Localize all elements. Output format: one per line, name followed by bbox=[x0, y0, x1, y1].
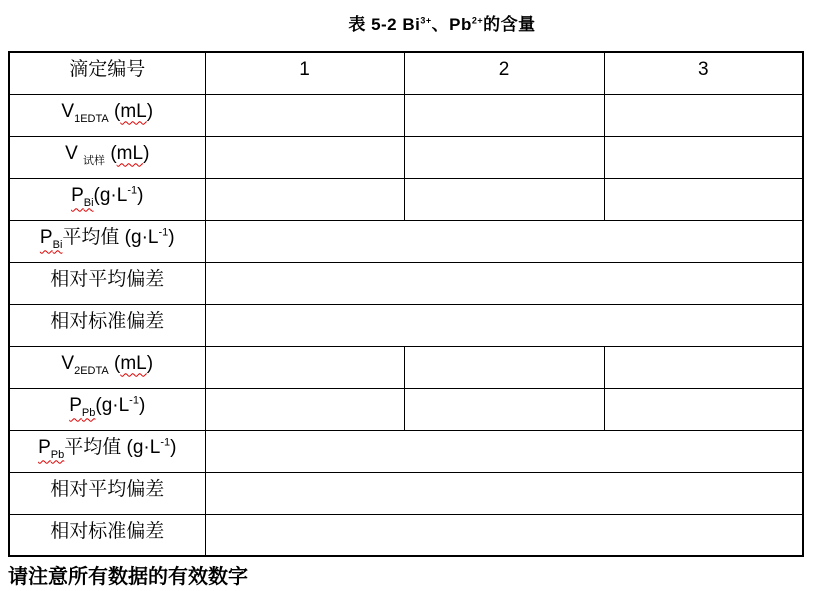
row-label-rel-std-dev-bi: 相对标准偏差 bbox=[9, 304, 205, 346]
content-table bbox=[8, 51, 804, 557]
input-cell-p-pb-mean[interactable] bbox=[205, 430, 803, 472]
table-row-p-pb bbox=[9, 388, 803, 430]
table-row-p-bi bbox=[9, 178, 803, 220]
spellcheck-underline: $P_{Bi}$ bbox=[71, 184, 94, 209]
input-cell-v2-edta-2[interactable] bbox=[404, 346, 604, 388]
row-label-rel-avg-dev-bi: 相对平均偏差 bbox=[9, 262, 205, 304]
spellcheck-underline: $P_{Pb}$ bbox=[69, 394, 96, 419]
input-cell-p-bi-1[interactable] bbox=[205, 178, 404, 220]
table-row-rel-std-dev-bi bbox=[9, 304, 803, 346]
row-label-v2-edta: $V_{2EDTA}$ (mL) bbox=[9, 346, 205, 388]
input-cell-v-sample-3[interactable] bbox=[604, 136, 803, 178]
table-header-row bbox=[9, 52, 803, 94]
input-cell-rel-std-dev-bi[interactable] bbox=[205, 304, 803, 346]
spellcheck-underline: $P_{Pb}$ bbox=[38, 436, 65, 461]
input-cell-v1-edta-2[interactable] bbox=[404, 94, 604, 136]
row-label-p-pb: $P_{Pb}(g\cdot L^{-1})$ bbox=[9, 388, 205, 430]
input-cell-v1-edta-1[interactable] bbox=[205, 94, 404, 136]
input-cell-v1-edta-3[interactable] bbox=[604, 94, 803, 136]
table-row-rel-avg-dev-bi bbox=[9, 262, 803, 304]
table-title: 表 5-2 $Bi^{3+}$、$Pb^{2+}$的含量 bbox=[348, 15, 536, 34]
header-col-3: 3 bbox=[604, 52, 803, 94]
row-label-rel-avg-dev-pb: 相对平均偏差 bbox=[9, 472, 205, 514]
table-row-v1-edta bbox=[9, 94, 803, 136]
input-cell-p-bi-2[interactable] bbox=[404, 178, 604, 220]
header-col-2: 2 bbox=[404, 52, 604, 94]
table-row-rel-std-dev-pb bbox=[9, 514, 803, 556]
footer-note: 请注意所有数据的有效数字 bbox=[8, 566, 248, 588]
table-row-rel-avg-dev-pb bbox=[9, 472, 803, 514]
header-label-cell: 滴定编号 bbox=[9, 52, 205, 94]
table-row-v2-edta bbox=[9, 346, 803, 388]
spellcheck-underline: mL bbox=[120, 100, 147, 122]
input-cell-p-pb-3[interactable] bbox=[604, 388, 803, 430]
row-label-p-bi: $P_{Bi}(g\cdot L^{-1})$ bbox=[9, 178, 205, 220]
input-cell-v2-edta-3[interactable] bbox=[604, 346, 803, 388]
input-cell-rel-avg-dev-bi[interactable] bbox=[205, 262, 803, 304]
table-row-p-bi-mean bbox=[9, 220, 803, 262]
input-cell-p-pb-2[interactable] bbox=[404, 388, 604, 430]
row-label-p-bi-mean: $P_{Bi}$平均值 $(g\cdot L^{-1})$ bbox=[9, 220, 205, 262]
input-cell-p-bi-mean[interactable] bbox=[205, 220, 803, 262]
spellcheck-underline: mL bbox=[116, 142, 144, 164]
input-cell-p-bi-3[interactable] bbox=[604, 178, 803, 220]
input-cell-p-pb-1[interactable] bbox=[205, 388, 404, 430]
row-label-v-sample: V $_{试样}$ (mL) bbox=[9, 136, 205, 178]
table-row-v-sample bbox=[9, 136, 803, 178]
spellcheck-underline: mL bbox=[120, 352, 147, 374]
table-row-p-pb-mean bbox=[9, 430, 803, 472]
header-col-1: 1 bbox=[205, 52, 404, 94]
input-cell-rel-avg-dev-pb[interactable] bbox=[205, 472, 803, 514]
row-label-p-pb-mean: $P_{Pb}$平均值 $(g\cdot L^{-1})$ bbox=[9, 430, 205, 472]
input-cell-v2-edta-1[interactable] bbox=[205, 346, 404, 388]
input-cell-rel-std-dev-pb[interactable] bbox=[205, 514, 803, 556]
row-label-rel-std-dev-pb: 相对标准偏差 bbox=[9, 514, 205, 556]
spellcheck-underline: $P_{Bi}$ bbox=[39, 226, 63, 251]
input-cell-v-sample-1[interactable] bbox=[205, 136, 404, 178]
input-cell-v-sample-2[interactable] bbox=[404, 136, 604, 178]
row-label-v1-edta: $V_{1EDTA}$ (mL) bbox=[9, 94, 205, 136]
